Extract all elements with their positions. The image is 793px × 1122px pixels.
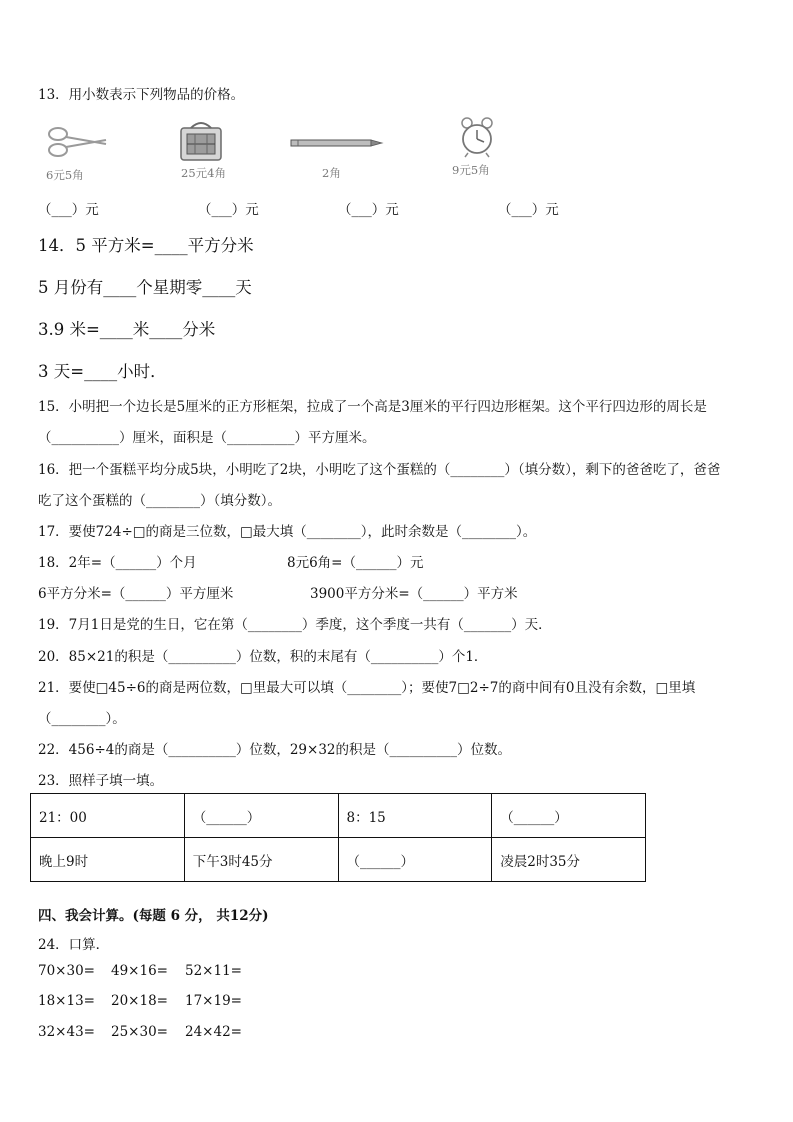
table-cell: 21：00 bbox=[31, 794, 185, 838]
table-cell-blank[interactable]: （______） bbox=[184, 794, 338, 838]
q23-title: 23．照样子填一填。 bbox=[38, 773, 164, 789]
table-cell: 8：15 bbox=[338, 794, 492, 838]
q17: 17．要使724÷□的商是三位数，□最大填（________），此时余数是（________）。 bbox=[38, 524, 537, 540]
q16-line1: 16．把一个蛋糕平均分成5块，小明吃了2块，小明吃了这个蛋糕的（________）（填分数），剩下的爸爸吃了，爸爸 bbox=[38, 462, 721, 478]
q19: 19．7月1日是党的生日，它在第（________）季度，这个季度一共有（_______）天． bbox=[38, 617, 552, 633]
table-cell-blank[interactable]: （______） bbox=[492, 794, 646, 838]
table-cell: 晚上9时 bbox=[31, 838, 185, 882]
time-table bbox=[30, 793, 646, 882]
q18-a: 18．2年=（______）个月 bbox=[38, 555, 197, 571]
q18-c: 6平方分米=（______）平方厘米 bbox=[38, 586, 234, 602]
oral-calc-item: 52×11= bbox=[185, 963, 242, 979]
q20: 20．85×21的积是（__________）位数，积的末尾有（__________）个1． bbox=[38, 649, 488, 665]
q14-line2: 5 月份有____个星期零____天 bbox=[38, 278, 252, 297]
oral-calc-item: 25×30= bbox=[111, 1024, 168, 1040]
price-label: 2角 bbox=[322, 166, 341, 180]
q14-line1: 14．5 平方米=____平方分米 bbox=[38, 236, 254, 255]
q18-b: 8元6角=（______）元 bbox=[287, 555, 424, 571]
q21-line1: 21．要使□45÷6的商是两位数，□里最大可以填（________）；要使7□2÷7的商中间有0且没有余数，□里填 bbox=[38, 680, 696, 696]
oral-calc-item: 32×43= bbox=[38, 1024, 95, 1040]
oral-calc-item: 49×16= bbox=[111, 963, 168, 979]
answer-blank[interactable]: （___）元 bbox=[338, 202, 399, 218]
q21-line2: （________）。 bbox=[38, 711, 126, 727]
q15-line1: 15．小明把一个边长是5厘米的正方形框架，拉成了一个高是3厘米的平行四边形框架。这个平行四边形的周长是 bbox=[38, 399, 707, 415]
section-title: 四、我会计算。(每题 6 分， 共12分) bbox=[38, 908, 269, 924]
price-label: 9元5角 bbox=[452, 163, 490, 177]
schoolbag-icon bbox=[175, 120, 227, 162]
q13-title: 13．用小数表示下列物品的价格。 bbox=[38, 87, 245, 103]
table-cell-blank[interactable]: （______） bbox=[338, 838, 492, 882]
oral-calc-item: 24×42= bbox=[185, 1024, 242, 1040]
table-cell: 凌晨2时35分 bbox=[492, 838, 646, 882]
table-row bbox=[31, 838, 646, 882]
answer-blank[interactable]: （___）元 bbox=[498, 202, 559, 218]
oral-calc-item: 20×18= bbox=[111, 993, 168, 1009]
oral-calc-item: 70×30= bbox=[38, 963, 95, 979]
answer-blank[interactable]: （___）元 bbox=[38, 202, 99, 218]
alarm-clock-icon bbox=[458, 116, 496, 158]
table-row bbox=[31, 794, 646, 838]
q14-line3: 3.9 米=____米____分米 bbox=[38, 320, 216, 339]
scissors-icon bbox=[44, 122, 110, 162]
q18-d: 3900平方分米=（______）平方米 bbox=[310, 586, 518, 602]
table-cell: 下午3时45分 bbox=[184, 838, 338, 882]
oral-calc-item: 18×13= bbox=[38, 993, 95, 1009]
q15-line2: （__________）厘米，面积是（__________）平方厘米。 bbox=[38, 430, 376, 446]
q16-line2: 吃了这个蛋糕的（________）（填分数）。 bbox=[38, 493, 281, 509]
answer-blank[interactable]: （___）元 bbox=[198, 202, 259, 218]
price-label: 25元4角 bbox=[181, 166, 226, 180]
price-label: 6元5角 bbox=[46, 168, 84, 182]
oral-calc-item: 17×19= bbox=[185, 993, 242, 1009]
q22: 22．456÷4的商是（__________）位数，29×32的积是（__________）位数。 bbox=[38, 742, 512, 758]
q14-line4: 3 天=____小时． bbox=[38, 362, 167, 381]
pencil-icon bbox=[290, 137, 384, 149]
q24-title: 24．口算． bbox=[38, 937, 110, 953]
